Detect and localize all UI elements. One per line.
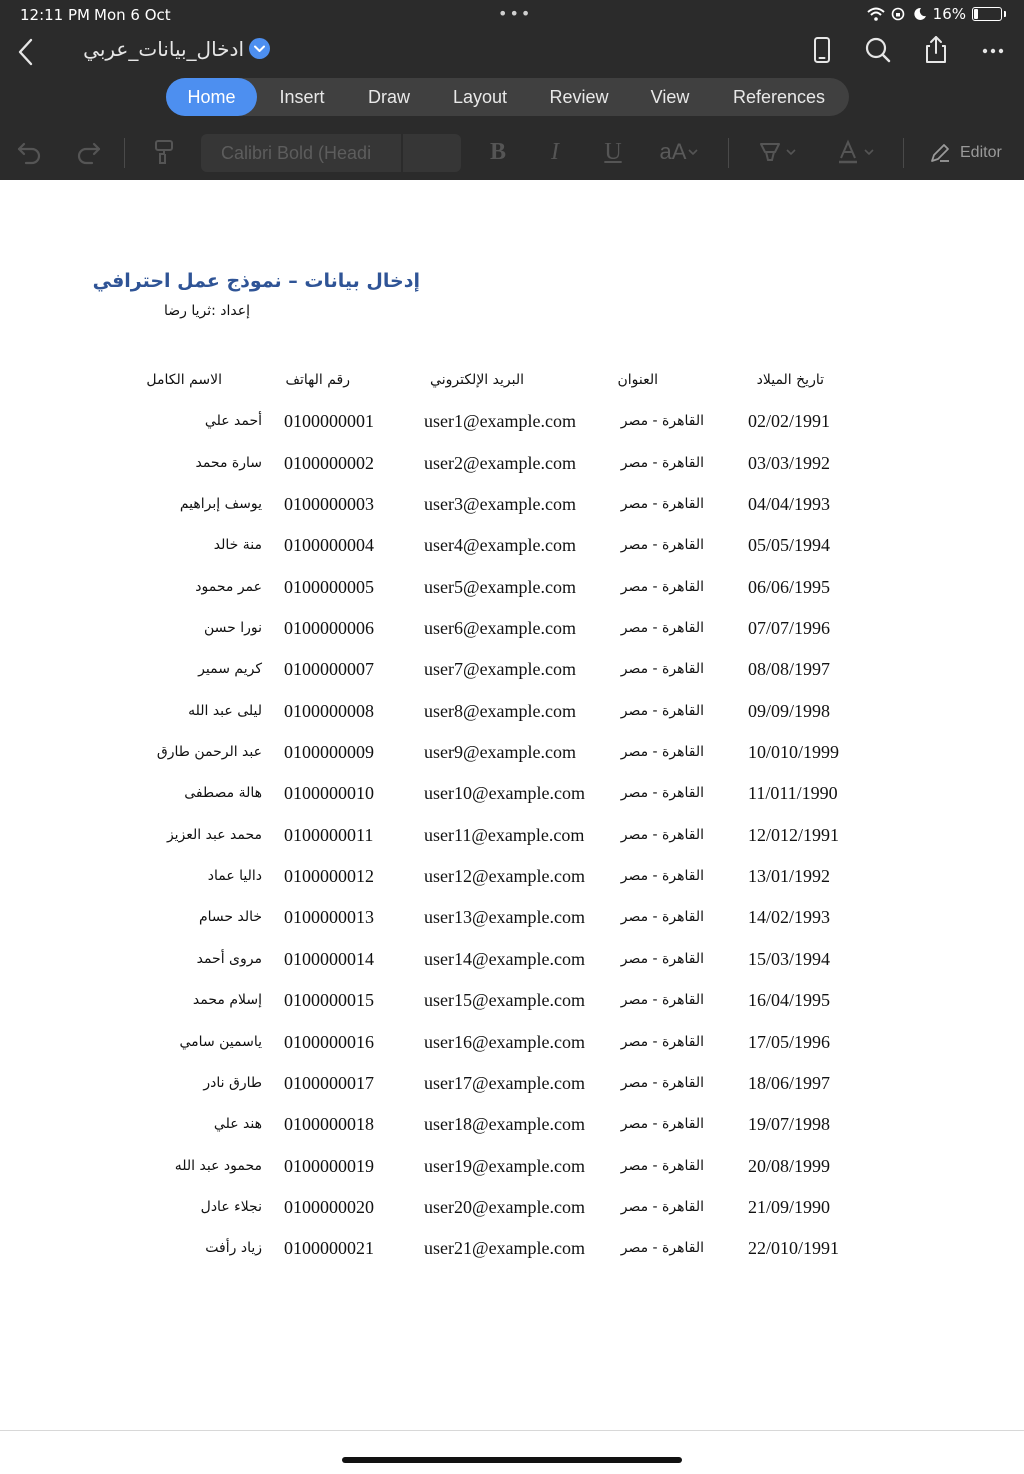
share-icon[interactable] bbox=[920, 34, 952, 66]
table-row bbox=[150, 1232, 890, 1273]
cell-email[interactable]: user8@example.com bbox=[424, 700, 577, 721]
cell-email[interactable]: user5@example.com bbox=[424, 576, 577, 597]
cell-birth-date[interactable]: 10/010/1999 bbox=[748, 742, 840, 763]
header-full-name[interactable]: الاسم الكامل bbox=[146, 372, 222, 388]
table-row bbox=[150, 777, 890, 818]
font-size-button[interactable] bbox=[654, 136, 706, 168]
document-heading[interactable]: إدخال بيانات – نموذج عمل احترافي bbox=[92, 270, 420, 292]
cell-email[interactable]: user7@example.com bbox=[424, 659, 577, 680]
status-right bbox=[867, 5, 1006, 23]
cell-email[interactable]: user1@example.com bbox=[424, 411, 577, 432]
cell-birth-date[interactable]: 13/01/1992 bbox=[748, 866, 831, 887]
cell-full-name[interactable]: يوسف إبراهيم bbox=[179, 496, 262, 513]
status-time: 12:11 PM bbox=[20, 6, 90, 24]
table-row bbox=[150, 612, 890, 653]
header-phone[interactable]: رقم الهاتف bbox=[285, 372, 350, 388]
cell-email[interactable]: user18@example.com bbox=[424, 1114, 586, 1135]
font-name-field[interactable]: Calibri Bold (Headi bbox=[201, 134, 401, 172]
cell-full-name[interactable]: ياسمين سامي bbox=[179, 1033, 262, 1050]
cell-phone[interactable]: 0100000014 bbox=[284, 948, 374, 969]
cell-email[interactable]: user12@example.com bbox=[424, 866, 586, 887]
cell-email[interactable]: user17@example.com bbox=[424, 1072, 586, 1093]
cell-full-name[interactable]: أحمد علي bbox=[204, 413, 262, 430]
cell-birth-date[interactable]: 18/06/1997 bbox=[748, 1072, 831, 1093]
table-row bbox=[150, 571, 890, 612]
page-bottom-divider bbox=[0, 1430, 1024, 1431]
cell-phone[interactable]: 0100000017 bbox=[284, 1072, 374, 1093]
cell-address[interactable]: القاهرة - مصر bbox=[620, 909, 704, 926]
underline-button[interactable]: U bbox=[604, 138, 622, 165]
cell-birth-date[interactable]: 22/010/1991 bbox=[748, 1238, 840, 1259]
document-title[interactable]: ادخال_بيانات_عربي bbox=[83, 37, 244, 61]
app-chrome bbox=[0, 0, 1024, 180]
cell-full-name[interactable]: هند علي bbox=[213, 1116, 262, 1133]
font-size-field[interactable] bbox=[403, 134, 461, 172]
cell-birth-date[interactable]: 04/04/1993 bbox=[748, 494, 831, 515]
cell-phone[interactable]: 0100000012 bbox=[284, 866, 374, 887]
cell-address[interactable]: القاهرة - مصر bbox=[620, 1116, 704, 1133]
cell-phone[interactable]: 0100000008 bbox=[284, 700, 374, 721]
cell-email[interactable]: user19@example.com bbox=[424, 1155, 586, 1176]
format-painter-icon[interactable] bbox=[148, 136, 180, 168]
chevron-down-icon bbox=[686, 145, 700, 159]
status-date: Mon 6 Oct bbox=[94, 6, 171, 24]
tab-view[interactable]: View bbox=[650, 87, 690, 107]
cell-birth-date[interactable]: 03/03/1992 bbox=[748, 452, 831, 473]
chevron-down-icon bbox=[862, 145, 876, 159]
chevron-down-icon[interactable] bbox=[249, 38, 270, 59]
multitasking-dots-icon[interactable]: ••• bbox=[498, 4, 533, 23]
cell-email[interactable]: user13@example.com bbox=[424, 907, 586, 928]
cell-full-name[interactable]: محمود عبد الله bbox=[174, 1157, 262, 1174]
cell-full-name[interactable]: محمد عبد العزيز bbox=[166, 826, 262, 843]
cell-email[interactable]: user4@example.com bbox=[424, 535, 577, 556]
cell-full-name[interactable]: مروى أحمد bbox=[196, 950, 262, 967]
tab-insert[interactable]: Insert bbox=[279, 87, 325, 107]
editor-pen-icon bbox=[928, 141, 952, 165]
chevron-down-icon bbox=[784, 145, 798, 159]
table-header-row bbox=[146, 364, 890, 405]
cell-full-name[interactable]: سارة محمد bbox=[195, 454, 262, 471]
cell-email[interactable]: user21@example.com bbox=[424, 1238, 586, 1259]
cell-full-name[interactable]: إسلام محمد bbox=[192, 992, 262, 1009]
cell-birth-date[interactable]: 20/08/1999 bbox=[748, 1155, 831, 1176]
cell-email[interactable]: user15@example.com bbox=[424, 990, 586, 1011]
cell-birth-date[interactable]: 09/09/1998 bbox=[748, 700, 831, 721]
title-row bbox=[0, 30, 1024, 74]
do-not-disturb-icon bbox=[911, 7, 927, 21]
bold-button[interactable]: B bbox=[489, 138, 506, 165]
table-row bbox=[150, 488, 890, 529]
battery-fill bbox=[974, 9, 978, 19]
tab-home[interactable]: Home bbox=[166, 78, 257, 116]
search-icon[interactable] bbox=[862, 34, 894, 66]
cell-email[interactable]: user11@example.com bbox=[424, 824, 585, 845]
cell-address[interactable]: القاهرة - مصر bbox=[620, 785, 704, 802]
toolbar-divider bbox=[903, 138, 904, 168]
cell-full-name[interactable]: كريم سمير bbox=[198, 661, 262, 678]
cell-address[interactable]: القاهرة - مصر bbox=[620, 620, 704, 637]
cell-email[interactable]: user10@example.com bbox=[424, 783, 586, 804]
font-color-button[interactable] bbox=[830, 136, 880, 168]
more-icon[interactable] bbox=[977, 34, 1009, 66]
data-table bbox=[146, 364, 890, 1274]
cell-email[interactable]: user3@example.com bbox=[424, 494, 577, 515]
cell-birth-date[interactable]: 15/03/1994 bbox=[748, 948, 831, 969]
cell-email[interactable]: user14@example.com bbox=[424, 948, 586, 969]
cell-birth-date[interactable]: 08/08/1997 bbox=[748, 659, 831, 680]
cell-full-name[interactable]: نجلاء عادل bbox=[200, 1198, 262, 1215]
cell-phone[interactable]: 0100000009 bbox=[284, 742, 374, 763]
document-subtitle[interactable]: إعداد :ثريا رضا bbox=[163, 303, 250, 319]
cell-birth-date[interactable]: 11/011/1990 bbox=[748, 783, 838, 804]
cell-full-name[interactable]: طارق نادر bbox=[203, 1074, 262, 1091]
cell-address[interactable]: القاهرة - مصر bbox=[620, 868, 704, 885]
cell-phone[interactable]: 0100000013 bbox=[284, 907, 374, 928]
cell-address[interactable]: القاهرة - مصر bbox=[620, 950, 704, 967]
cell-address[interactable]: القاهرة - مصر bbox=[620, 1198, 704, 1215]
cell-email[interactable]: user2@example.com bbox=[424, 452, 577, 473]
cell-address[interactable]: القاهرة - مصر bbox=[620, 826, 704, 843]
formatting-toolbar bbox=[0, 128, 1024, 180]
cell-phone[interactable]: 0100000001 bbox=[284, 411, 374, 432]
cell-phone[interactable]: 0100000004 bbox=[284, 535, 374, 556]
cell-address[interactable]: القاهرة - مصر bbox=[620, 413, 704, 430]
cell-birth-date[interactable]: 16/04/1995 bbox=[748, 990, 831, 1011]
cell-birth-date[interactable]: 21/09/1990 bbox=[748, 1196, 831, 1217]
table-row bbox=[150, 943, 890, 984]
cell-address[interactable]: القاهرة - مصر bbox=[620, 744, 704, 761]
phone-view-icon[interactable] bbox=[806, 34, 838, 66]
screen-lock-icon bbox=[891, 7, 905, 21]
table-row bbox=[150, 901, 890, 942]
header-address[interactable]: العنوان bbox=[617, 372, 658, 388]
wifi-icon bbox=[867, 7, 885, 21]
cell-full-name[interactable]: منة خالد bbox=[213, 537, 262, 554]
cell-phone[interactable]: 0100000002 bbox=[284, 452, 374, 473]
header-birth-date[interactable]: تاريخ الميلاد bbox=[756, 372, 824, 388]
table-row bbox=[150, 984, 890, 1025]
redo-icon[interactable] bbox=[72, 136, 104, 168]
undo-icon[interactable] bbox=[14, 136, 46, 168]
table-row bbox=[150, 447, 890, 488]
home-indicator[interactable] bbox=[342, 1457, 682, 1463]
tab-review[interactable]: Review bbox=[549, 87, 609, 107]
cell-phone[interactable]: 0100000021 bbox=[284, 1238, 374, 1259]
table-row bbox=[150, 1150, 890, 1191]
cell-full-name[interactable]: داليا عماد bbox=[207, 868, 262, 885]
cell-address[interactable]: القاهرة - مصر bbox=[620, 1157, 704, 1174]
table-row bbox=[150, 736, 890, 777]
battery-icon bbox=[972, 7, 1002, 21]
tab-references[interactable]: References bbox=[732, 87, 826, 107]
cell-birth-date[interactable]: 05/05/1994 bbox=[748, 535, 831, 556]
table-row bbox=[150, 1067, 890, 1108]
highlight-button[interactable] bbox=[752, 136, 802, 168]
table-row bbox=[150, 1108, 890, 1149]
cell-full-name[interactable]: هالة مصطفى bbox=[184, 785, 262, 802]
cell-phone[interactable]: 0100000016 bbox=[284, 1031, 374, 1052]
cell-phone[interactable]: 0100000007 bbox=[284, 659, 374, 680]
table-row bbox=[150, 695, 890, 736]
highlighter-icon bbox=[756, 138, 784, 166]
table-row bbox=[150, 405, 890, 446]
cell-phone[interactable]: 0100000005 bbox=[284, 576, 374, 597]
cell-phone[interactable]: 0100000020 bbox=[284, 1196, 374, 1217]
tab-draw[interactable]: Draw bbox=[367, 87, 410, 107]
cell-phone[interactable]: 0100000011 bbox=[284, 824, 374, 845]
back-icon[interactable] bbox=[14, 36, 38, 68]
cell-email[interactable]: user9@example.com bbox=[424, 742, 577, 763]
font-color-icon bbox=[834, 138, 862, 166]
cell-birth-date[interactable]: 12/012/1991 bbox=[748, 824, 840, 845]
cell-address[interactable]: القاهرة - مصر bbox=[620, 1240, 704, 1257]
cell-email[interactable]: user6@example.com bbox=[424, 618, 577, 639]
cell-address[interactable]: القاهرة - مصر bbox=[620, 661, 704, 678]
cell-phone[interactable]: 0100000015 bbox=[284, 990, 374, 1011]
table-row bbox=[150, 819, 890, 860]
header-email[interactable]: البريد الإلكتروني bbox=[430, 372, 524, 388]
cell-email[interactable]: user20@example.com bbox=[424, 1196, 586, 1217]
cell-email[interactable]: user16@example.com bbox=[424, 1031, 586, 1052]
cell-birth-date[interactable]: 06/06/1995 bbox=[748, 576, 831, 597]
italic-button[interactable]: I bbox=[551, 138, 559, 165]
tab-layout[interactable]: Layout bbox=[452, 87, 508, 107]
table-row bbox=[150, 1191, 890, 1232]
cell-address[interactable]: القاهرة - مصر bbox=[620, 1074, 704, 1091]
cell-phone[interactable]: 0100000010 bbox=[284, 783, 374, 804]
cell-address[interactable]: القاهرة - مصر bbox=[620, 537, 704, 554]
editor-button[interactable] bbox=[928, 138, 1002, 168]
cell-full-name[interactable]: عمر محمود bbox=[195, 578, 262, 595]
table-row bbox=[150, 529, 890, 570]
table-row bbox=[150, 860, 890, 901]
cell-address[interactable]: القاهرة - مصر bbox=[620, 992, 704, 1009]
cell-address[interactable]: القاهرة - مصر bbox=[620, 578, 704, 595]
cell-phone[interactable]: 0100000006 bbox=[284, 618, 374, 639]
cell-birth-date[interactable]: 17/05/1996 bbox=[748, 1031, 831, 1052]
cell-full-name[interactable]: عبد الرحمن طارق bbox=[156, 744, 262, 761]
table-row bbox=[150, 1026, 890, 1067]
cell-full-name[interactable]: ليلى عبد الله bbox=[188, 702, 262, 719]
cell-phone[interactable]: 0100000003 bbox=[284, 494, 374, 515]
cell-phone[interactable]: 0100000019 bbox=[284, 1155, 374, 1176]
font-size-glyph: aA bbox=[659, 139, 687, 164]
cell-address[interactable]: القاهرة - مصر bbox=[620, 1033, 704, 1050]
battery-percentage: 16% bbox=[932, 5, 966, 23]
status-bar bbox=[0, 0, 1024, 30]
ribbon-tabs bbox=[166, 78, 849, 116]
toolbar-divider bbox=[124, 138, 125, 168]
cell-birth-date[interactable]: 14/02/1993 bbox=[748, 907, 831, 928]
cell-full-name[interactable]: خالد حسام bbox=[198, 909, 262, 926]
cell-birth-date[interactable]: 19/07/1998 bbox=[748, 1114, 831, 1135]
cell-address[interactable]: القاهرة - مصر bbox=[620, 702, 704, 719]
battery-tip bbox=[1004, 11, 1006, 17]
cell-full-name[interactable]: نورا حسن bbox=[203, 620, 262, 637]
editor-label: Editor bbox=[960, 144, 1002, 161]
cell-phone[interactable]: 0100000018 bbox=[284, 1114, 374, 1135]
cell-address[interactable]: القاهرة - مصر bbox=[620, 454, 704, 471]
cell-birth-date[interactable]: 02/02/1991 bbox=[748, 411, 831, 432]
toolbar-divider bbox=[728, 138, 729, 168]
table-row bbox=[150, 653, 890, 694]
cell-full-name[interactable]: زياد رأفت bbox=[205, 1240, 262, 1257]
cell-birth-date[interactable]: 07/07/1996 bbox=[748, 618, 831, 639]
cell-address[interactable]: القاهرة - مصر bbox=[620, 496, 704, 513]
